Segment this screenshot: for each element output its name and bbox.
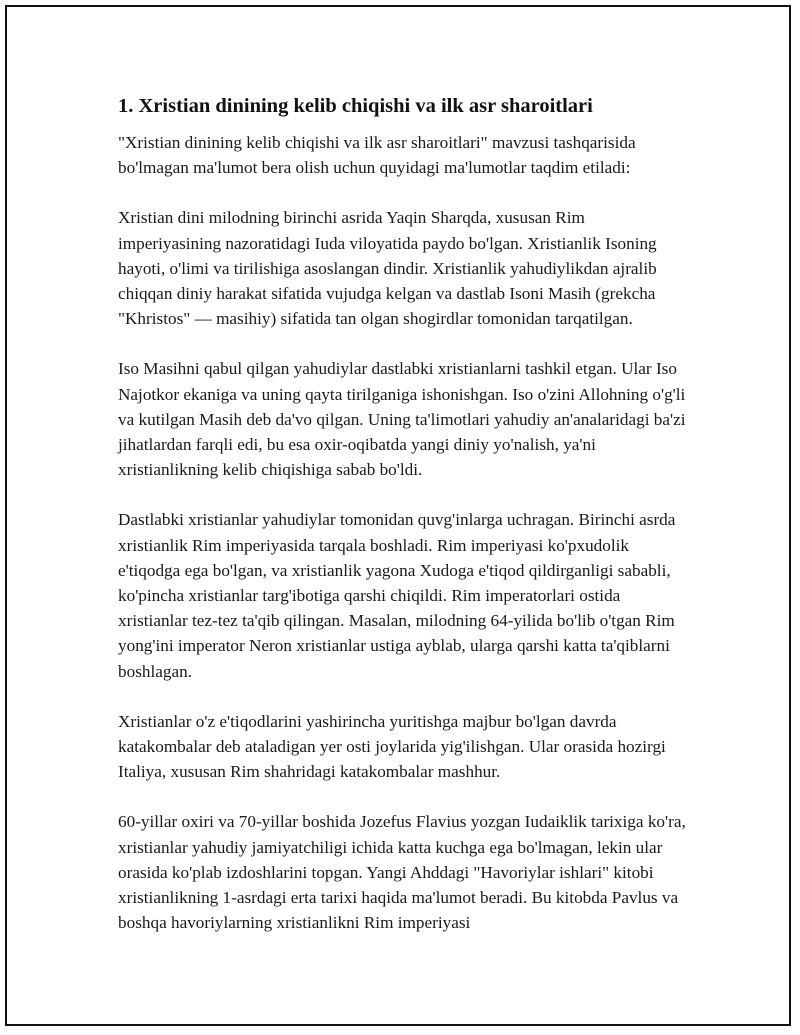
paragraph-intro: "Xristian dinining kelib chiqishi va ilk asr sharoitlari" mavzusi tashqarisida bo'lmagan ma'lumot bera olish uchun quyidagi ma'lumotlar taqdim etiladi: [118,133,636,178]
paragraph-origins: Xristian dini milodning birinchi asrida Yaqin Sharqda, xususan Rim imperiyasining nazoratidagi Iuda viloyatida paydo bo'lgan. Xristianlik Isoning hayoti, o'limi va tirilishiga asoslangan dindir. Xristianlik yahudiylikdan ajralib chiqqan diniy harakat sifatida vujudga kelgan va dastlab Isoni Masih (grekcha "Khristos" — masihiy) sifatida tan olgan shogirdlar tomonidan tarqatilgan. [118,208,657,329]
paragraph-catacombs: Xristianlar o'z e'tiqodlarini yashirincha yuritishga majbur bo'lgan davrda katakombalar deb ataladigan yer osti joylarida yig'ilishgan. Ular orasida hozirgi Italiya, xususan Rim shahridagi katakombalar mashhur. [118,711,666,782]
paragraph-persecution: Dastlabki xristianlar yahudiylar tomonidan quvg'inlarga uchragan. Birinchi asrda xristianlik Rim imperiyasida tarqala boshladi. Rim imperiyasi ko'pxudolik e'tiqodga ega bo'lgan, va xristianlik yagona Xudoga e'tiqod qildirganligi sababli, ko'pincha xristianlar targ'ibotiga qarshi chiqildi. Rim imperatorlari ostida xristianlar tez-tez ta'qib qilingan. Masalan, milodning 64-yilida bo'lib o'tgan Rim yong'ini imperator Neron xristianlar ustiga ayblab, ularga qarshi katta ta'qiblarni boshlagan. [118,510,676,681]
paragraph-josephus: 60-yillar oxiri va 70-yillar boshida Jozefus Flavius yozgan Iudaiklik tarixiga ko'ra, xristianlar yahudiy jamiyatchiligi ichida katta kuchga ega bo'lmagan, lekin ular orasida ko'plab izdoshlarini topgan. Yangi Ahddagi "Havoriylar ishlari" kitobi xristianlikning 1-asrdagi erta tarixi haqida ma'lumot beradi. Bu kitobda Pavlus va boshqa havoriylarning xristianlikni Rim imperiyasi [118,812,686,933]
document-body [118,92,688,960]
document-title: 1. Xristian dinining kelib chiqishi va ilk asr sharoitlari [118,95,593,117]
paragraph-early-followers: Iso Masihni qabul qilgan yahudiylar dastlabki xristianlarni tashkil etgan. Ular Iso Najotkor ekaniga va uning qayta tirilganiga ishonishgan. Iso o'zini Allohning o'g'li va kutilgan Masih deb da'vo qilgan. Uning ta'limotlari yahudiy an'analaridagi ba'zi jihatlardan farqli edi, bu esa oxir-oqibatda yangi diniy yo'nalish, ya'ni xristianlikning kelib chiqishiga sabab bo'ldi. [118,359,686,480]
